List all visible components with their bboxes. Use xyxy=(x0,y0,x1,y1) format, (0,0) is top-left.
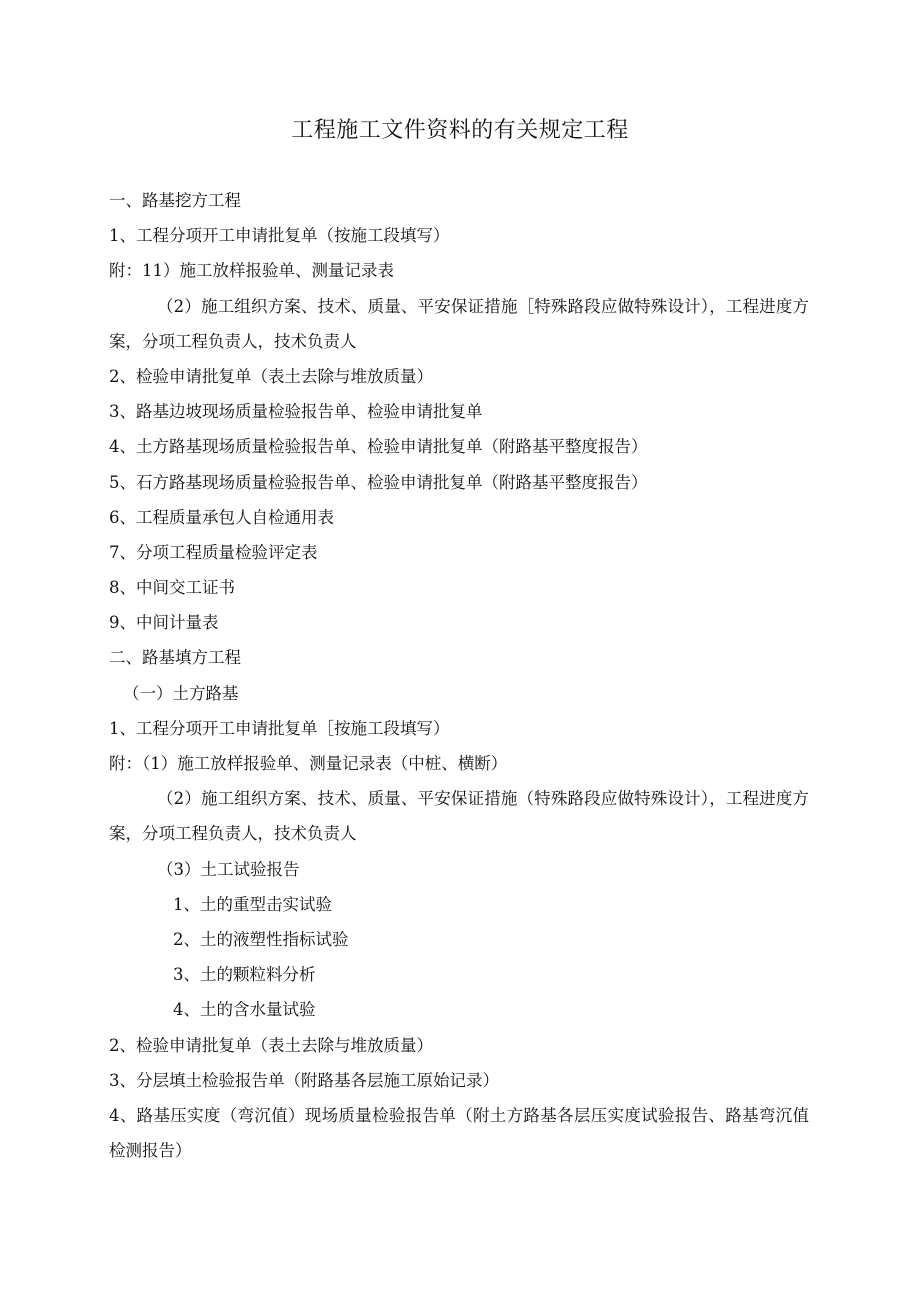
list-item: 7、分项工程质量检验评定表 xyxy=(109,542,318,562)
section-heading: 二、路基填方工程 xyxy=(109,648,241,668)
list-item: 2、检验申请批复单（表土去除与堆放质量） xyxy=(109,366,433,386)
sub-list-item: 2、土的液塑性指标试验 xyxy=(173,930,349,949)
subsection-heading: （一）土方路基 xyxy=(123,683,239,703)
document-body xyxy=(109,183,809,1168)
sub-list-item: 3、土的颗粒料分析 xyxy=(173,965,316,985)
list-item: 3、路基边坡现场质量检验报告单、检验申请批复单 xyxy=(109,402,483,422)
document-title: 工程施工文件资料的有关规定工程 xyxy=(291,118,629,143)
list-item: 1、工程分项开工申请批复单［按施工段填写） xyxy=(109,718,450,738)
section-heading: 一、路基挖方工程 xyxy=(109,191,241,210)
list-item: 5、石方路基现场质量检验报告单、检验申请批复单（附路基平整度报告） xyxy=(109,472,648,492)
list-item: （2）施工组织方案、技术、质量、平安保证措施（特殊路段应做特殊设计），工程进度方案，分项工程负责人，技术负责人 xyxy=(109,789,809,844)
list-item: （2）施工组织方案、技术、质量、平安保证措施［特殊路段应做特殊设计），工程进度方案，分项工程负责人，技术负责人 xyxy=(109,296,809,351)
list-item: 3、分层填土检验报告单（附路基各层施工原始记录） xyxy=(109,1070,499,1090)
list-item: 1、工程分项开工申请批复单（按施工段填写） xyxy=(109,226,450,246)
list-item: 4、土方路基现场质量检验报告单、检验申请批复单（附路基平整度报告） xyxy=(109,437,648,457)
sub-list-item: 1、土的重型击实试验 xyxy=(173,894,332,914)
list-item: （3）土工试验报告 xyxy=(157,859,300,879)
list-item: 2、检验申请批复单（表土去除与堆放质量） xyxy=(109,1035,433,1055)
list-item: 附：（1）施工放样报验单、测量记录表（中桩、横断） xyxy=(109,754,508,774)
list-item: 9、中间计量表 xyxy=(109,613,219,633)
list-item: 6、工程质量承包人自检通用表 xyxy=(109,507,334,527)
list-item: 8、中间交工证书 xyxy=(109,578,235,598)
list-item: 4、路基压实度（弯沉值）现场质量检验报告单（附土方路基各层压实度试验报告、路基弯沉值检测报告） xyxy=(109,1105,809,1161)
sub-list-item: 4、土的含水量试验 xyxy=(173,1000,316,1020)
list-item: 附：11）施工放样报验单、测量记录表 xyxy=(109,261,394,281)
